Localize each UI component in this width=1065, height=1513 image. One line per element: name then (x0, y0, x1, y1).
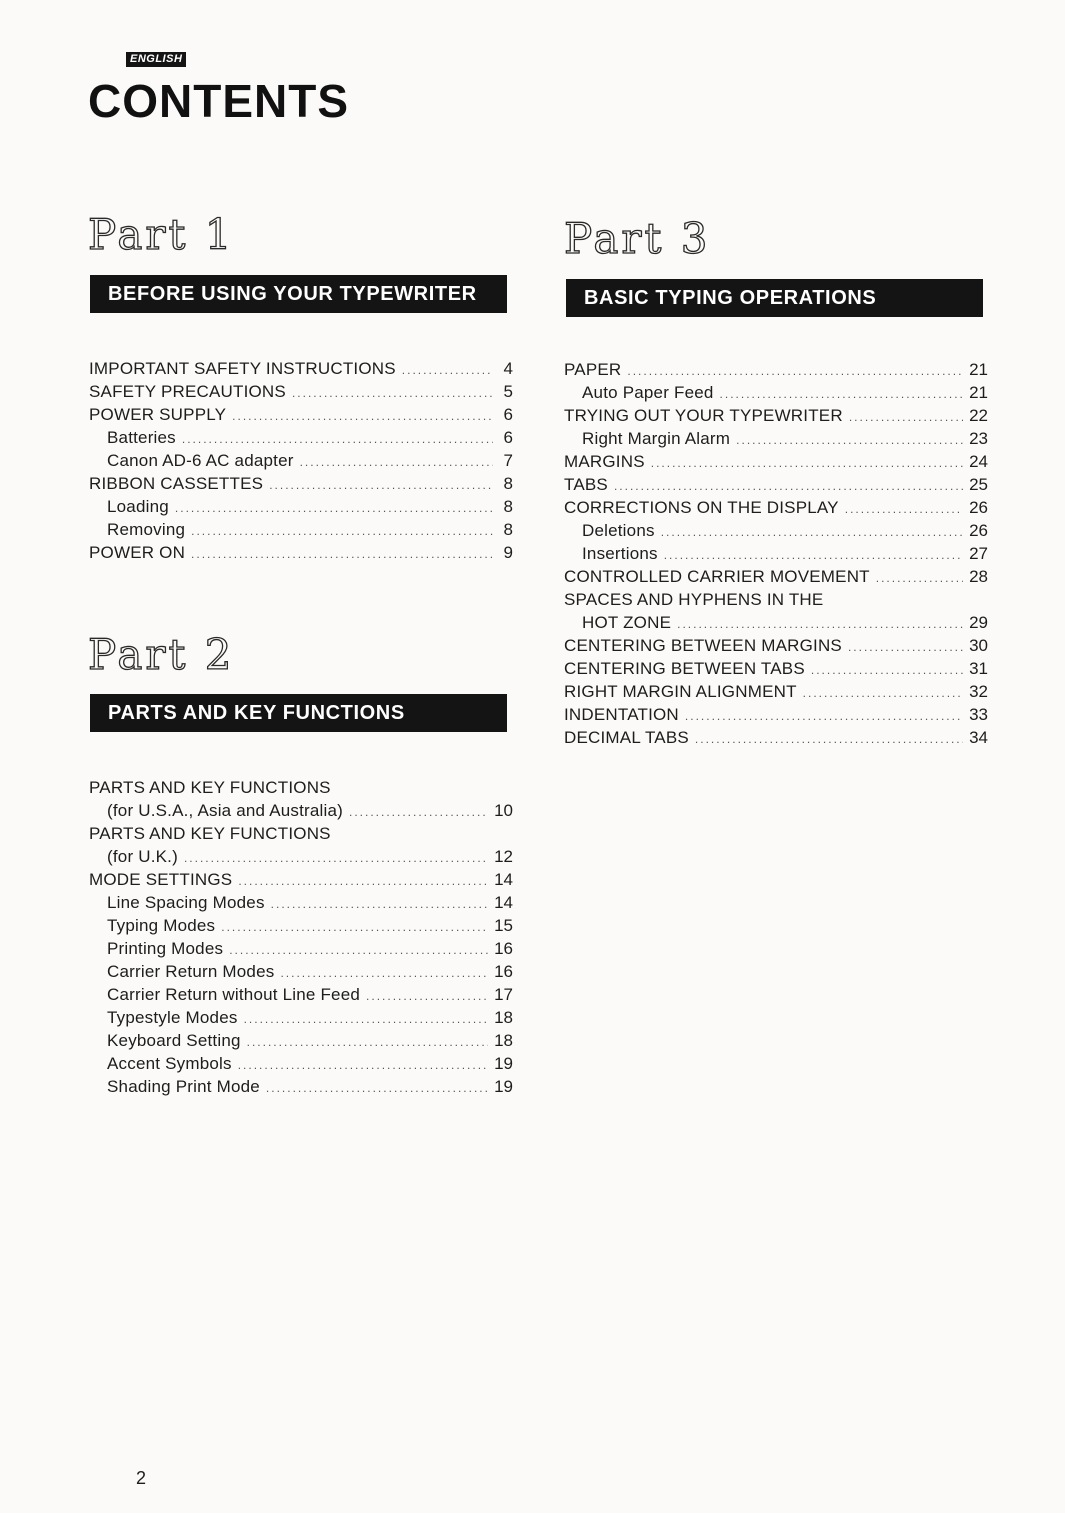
dot-leader (247, 1031, 488, 1054)
toc-entry-page: 25 (969, 475, 988, 494)
toc-entry-title: SPACES AND HYPHENS IN THE (564, 590, 824, 609)
toc-entry-title: PAPER (564, 360, 622, 379)
dot-leader (402, 359, 493, 382)
toc-entry-page: 8 (503, 497, 513, 516)
dot-leader (229, 939, 488, 962)
toc-entry (564, 634, 988, 657)
dot-leader (349, 801, 488, 824)
toc-entry-page: 6 (503, 405, 513, 424)
toc-entry-page: 18 (494, 1031, 513, 1050)
dot-leader (876, 567, 963, 590)
dot-leader (238, 870, 488, 893)
toc-entry (564, 473, 988, 496)
toc-entry-page: 17 (494, 985, 513, 1004)
toc-entry-page: 9 (503, 543, 513, 562)
toc-entry (89, 937, 513, 960)
toc-entry (89, 845, 513, 868)
toc-entry (89, 1075, 513, 1098)
toc-entry-page: 26 (969, 521, 988, 540)
toc-entry-title: Carrier Return without Line Feed (107, 985, 361, 1004)
page-title: CONTENTS (88, 75, 349, 127)
dot-leader (848, 636, 963, 659)
toc-entry-title: POWER SUPPLY (89, 405, 227, 424)
toc-entry (564, 450, 988, 473)
toc-entry (564, 519, 988, 542)
dot-leader (720, 383, 964, 406)
toc-entry-title: PARTS AND KEY FUNCTIONS (89, 778, 331, 797)
toc-entry-page: 14 (494, 870, 513, 889)
toc-entry-title: Accent Symbols (107, 1054, 232, 1073)
toc-entry (89, 357, 513, 380)
toc-entry-page: 12 (494, 847, 513, 866)
toc-entry-title: Printing Modes (107, 939, 224, 958)
toc-entry-title: CONTROLLED CARRIER MOVEMENT (564, 567, 870, 586)
toc-entry-title: Right Margin Alarm (582, 429, 731, 448)
dot-leader (238, 1054, 488, 1077)
toc-entry-title: CORRECTIONS ON THE DISPLAY (564, 498, 839, 517)
toc-entry-page: 16 (494, 962, 513, 981)
toc-entry-page: 28 (969, 567, 988, 586)
toc-entry (89, 472, 513, 495)
toc-entry-page: 19 (494, 1054, 513, 1073)
dot-leader (184, 847, 488, 870)
toc-entry-title: Insertions (582, 544, 658, 563)
toc-entry (89, 449, 513, 472)
toc-entry-title: MARGINS (564, 452, 645, 471)
toc-entry-page: 19 (494, 1077, 513, 1096)
toc-entry-page: 7 (503, 451, 513, 470)
dot-leader (232, 405, 493, 428)
toc-entry (564, 703, 988, 726)
toc-entry-page: 30 (969, 636, 988, 655)
toc-entry-title: Canon AD-6 AC adapter (107, 451, 294, 470)
toc-entry (564, 565, 988, 588)
toc-entry (89, 1029, 513, 1052)
dot-leader (182, 428, 493, 451)
toc-entry (564, 542, 988, 565)
dot-leader (366, 985, 488, 1008)
dot-leader (849, 406, 963, 429)
part-1-heading: BEFORE USING YOUR TYPEWRITER (90, 275, 507, 313)
toc-entry-page: 21 (969, 360, 988, 379)
toc-entry-page: 27 (969, 544, 988, 563)
toc-entry-page: 34 (969, 728, 988, 747)
toc-entry-title: Carrier Return Modes (107, 962, 275, 981)
toc-entry (89, 799, 513, 822)
toc-entry (89, 541, 513, 564)
dot-leader (803, 682, 963, 705)
toc-entry-title: Removing (107, 520, 186, 539)
toc-entry (89, 518, 513, 541)
toc-entry-page: 10 (494, 801, 513, 820)
toc-entry-title: POWER ON (89, 543, 186, 562)
part-2-toc (89, 776, 513, 1098)
toc-entry-page: 26 (969, 498, 988, 517)
part-3-toc (564, 358, 988, 749)
dot-leader (661, 521, 963, 544)
toc-entry (89, 1052, 513, 1075)
dot-leader (664, 544, 963, 567)
toc-entry-page: 31 (969, 659, 988, 678)
toc-entry-title: RIGHT MARGIN ALIGNMENT (564, 682, 797, 701)
toc-entry (89, 403, 513, 426)
toc-entry (564, 381, 988, 404)
toc-entry (89, 960, 513, 983)
dot-leader (191, 520, 493, 543)
toc-entry-page: 33 (969, 705, 988, 724)
toc-entry-page: 29 (969, 613, 988, 632)
toc-entry-title: Keyboard Setting (107, 1031, 241, 1050)
toc-entry (564, 427, 988, 450)
toc-entry-title: DECIMAL TABS (564, 728, 689, 747)
part-2-heading: PARTS AND KEY FUNCTIONS (90, 694, 507, 732)
toc-entry-page: 16 (494, 939, 513, 958)
toc-entry (564, 611, 988, 634)
toc-entry-title: Typestyle Modes (107, 1008, 238, 1027)
dot-leader (280, 962, 488, 985)
toc-entry-title: PARTS AND KEY FUNCTIONS (89, 824, 331, 843)
toc-entry (89, 983, 513, 1006)
toc-entry (89, 914, 513, 937)
toc-entry-page: 14 (494, 893, 513, 912)
toc-entry (564, 657, 988, 680)
dot-leader (269, 474, 493, 497)
toc-entry-title: MODE SETTINGS (89, 870, 233, 889)
toc-entry-page: 18 (494, 1008, 513, 1027)
page-number: 2 (136, 1468, 147, 1488)
part-2-label: Part 2 (88, 630, 235, 679)
toc-entry-page: 32 (969, 682, 988, 701)
dot-leader (627, 360, 963, 383)
dot-leader (614, 475, 963, 498)
dot-leader (221, 916, 488, 939)
toc-entry (564, 404, 988, 427)
toc-entry (89, 891, 513, 914)
toc-entry-page: 4 (503, 359, 513, 378)
toc-entry (89, 776, 513, 799)
part-1-label: Part 1 (88, 210, 235, 259)
toc-entry-page: 21 (969, 383, 988, 402)
dot-leader (266, 1077, 488, 1100)
toc-entry-title: Auto Paper Feed (582, 383, 714, 402)
toc-entry-title: CENTERING BETWEEN MARGINS (564, 636, 842, 655)
dot-leader (736, 429, 963, 452)
part-3-heading: BASIC TYPING OPERATIONS (566, 279, 983, 317)
toc-entry-title: Line Spacing Modes (107, 893, 265, 912)
toc-entry-title: Typing Modes (107, 916, 216, 935)
dot-leader (811, 659, 963, 682)
toc-entry (89, 426, 513, 449)
dot-leader (651, 452, 963, 475)
toc-entry (564, 588, 988, 611)
toc-entry-page: 23 (969, 429, 988, 448)
toc-entry-page: 5 (503, 382, 513, 401)
toc-entry-title: Batteries (107, 428, 176, 447)
toc-entry (564, 496, 988, 519)
dot-leader (175, 497, 493, 520)
toc-entry-title: HOT ZONE (582, 613, 672, 632)
toc-entry-title: (for U.K.) (107, 847, 178, 866)
toc-entry (564, 358, 988, 381)
toc-entry (564, 680, 988, 703)
toc-entry-page: 15 (494, 916, 513, 935)
toc-entry-page: 8 (503, 520, 513, 539)
toc-entry-title: (for U.S.A., Asia and Australia) (107, 801, 343, 820)
dot-leader (695, 728, 963, 751)
toc-entry (89, 380, 513, 403)
toc-entry-title: RIBBON CASSETTES (89, 474, 264, 493)
toc-entry (89, 822, 513, 845)
toc-entry (89, 1006, 513, 1029)
toc-entry-title: Loading (107, 497, 169, 516)
toc-entry (89, 868, 513, 891)
dot-leader (677, 613, 963, 636)
dot-leader (685, 705, 963, 728)
dot-leader (845, 498, 963, 521)
toc-entry-title: TABS (564, 475, 608, 494)
toc-entry-title: INDENTATION (564, 705, 679, 724)
toc-entry-page: 6 (503, 428, 513, 447)
toc-entry-title: IMPORTANT SAFETY INSTRUCTIONS (89, 359, 396, 378)
toc-entry-title: TRYING OUT YOUR TYPEWRITER (564, 406, 843, 425)
toc-entry-title: Shading Print Mode (107, 1077, 260, 1096)
toc-entry-page: 22 (969, 406, 988, 425)
toc-entry-title: SAFETY PRECAUTIONS (89, 382, 286, 401)
toc-entry (89, 495, 513, 518)
part-1-toc (89, 357, 513, 564)
toc-entry-page: 8 (503, 474, 513, 493)
dot-leader (244, 1008, 489, 1031)
dot-leader (300, 451, 493, 474)
toc-entry (564, 726, 988, 749)
dot-leader (191, 543, 493, 566)
toc-entry-title: Deletions (582, 521, 655, 540)
toc-entry-page: 24 (969, 452, 988, 471)
language-badge: ENGLISH (126, 52, 186, 67)
dot-leader (271, 893, 488, 916)
part-3-label: Part 3 (564, 214, 711, 263)
toc-entry-title: CENTERING BETWEEN TABS (564, 659, 805, 678)
dot-leader (292, 382, 493, 405)
